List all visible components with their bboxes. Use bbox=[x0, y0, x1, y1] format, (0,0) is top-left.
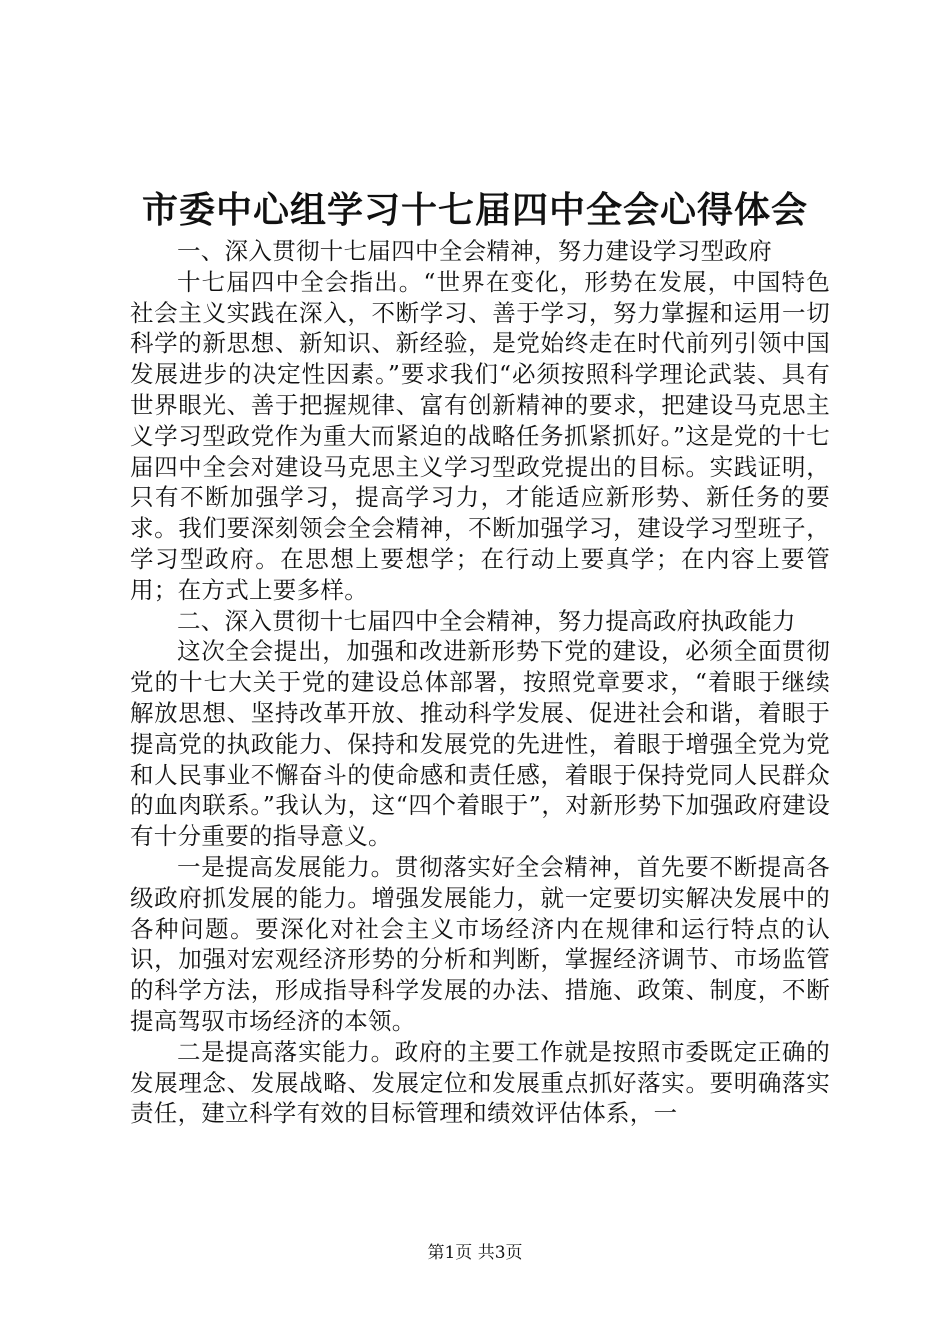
paragraph: 一是提高发展能力。贯彻落实好全会精神，首先要不断提高各级政府抓发展的能力。增强发展能力，就一定要切实解决发展中的各种问题。要深化对社会主义市场经济内在规律和运行特点的认识，加强对宏观经济形势的分析和判断，掌握经济调节、市场监管的科学方法，形成指导科学发展的办法、措施、政策、制度，不断提高驾驭市场经济的本领。 bbox=[130, 852, 830, 1035]
paragraph: 这次全会提出，加强和改进新形势下党的建设，必须全面贯彻党的十七大关于党的建设总体部署，按照党章要求，“着眼于继续解放思想、坚持改革开放、推动科学发展、促进社会和谐，着眼于提高党的执政能力、保持和发展党的先进性，着眼于增强全党为党和人民事业不懈奋斗的使命感和责任感，着眼于保持党同人民群众的血肉联系。”我认为，这“四个着眼于”，对新形势下加强政府建设有十分重要的指导意义。 bbox=[130, 637, 830, 851]
document-body bbox=[130, 236, 830, 1129]
paragraph: 二是提高落实能力。政府的主要工作就是按照市委既定正确的发展理念、发展战略、发展定位和发展重点抓好落实。要明确落实责任，建立科学有效的目标管理和绩效评估体系，一 bbox=[130, 1037, 830, 1128]
document-title: 市委中心组学习十七届四中全会心得体会 bbox=[141, 189, 808, 231]
section-heading-1: 一、深入贯彻十七届四中全会精神，努力建设学习型政府 bbox=[177, 237, 772, 265]
section-heading-2: 二、深入贯彻十七届四中全会精神，努力提高政府执政能力 bbox=[177, 606, 796, 635]
page-footer: 第1页 共3页 bbox=[427, 1243, 523, 1263]
paragraph: 十七届四中全会指出。“世界在变化，形势在发展，中国特色社会主义实践在深入，不断学习、善于学习，努力掌握和运用一切科学的新思想、新知识、新经验，是党始终走在时代前列引领中国发展进步的决定性因素。”要求我们“必须按照科学理论武装、具有世界眼光、善于把握规律、富有创新精神的要求，把建设马克思主义学习型政党作为重大而紧迫的战略任务抓紧抓好。”这是党的十七届四中全会对建设马克思主义学习型政党提出的目标。实践证明，只有不断加强学习，提高学习力，才能适应新形势、新任务的要求。我们要深刻领会全会精神，不断加强学习，建设学习型班子，学习型政府。在思想上要想学；在行动上要真学；在内容上要管用；在方式上要多样。 bbox=[130, 267, 830, 604]
